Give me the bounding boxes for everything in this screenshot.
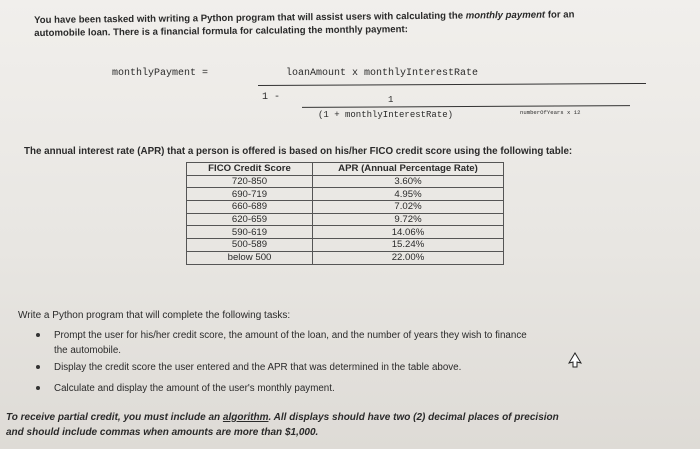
fraction-bar-inner	[302, 105, 630, 108]
formula-inner-numerator: 1	[388, 95, 394, 105]
credit-note	[6, 410, 696, 440]
table-row	[187, 226, 504, 239]
table-cell: 3.60%	[313, 175, 504, 188]
bullet-icon	[36, 333, 40, 337]
table-row	[187, 175, 504, 188]
table-row	[187, 213, 504, 226]
task-text: Calculate and display the amount of the user's monthly payment.	[54, 383, 335, 394]
formula-one-minus: 1 -	[262, 92, 281, 103]
credit-text-3: and should include commas when amounts are more than $1,000.	[6, 427, 319, 438]
header-apr: APR (Annual Percentage Rate)	[313, 163, 504, 176]
formula-lhs: monthlyPayment =	[112, 68, 209, 79]
table-cell: 660-689	[187, 201, 313, 214]
formula-exponent: numberOfYears x 12	[520, 109, 581, 116]
bullet-icon	[36, 365, 40, 369]
intro-paragraph	[34, 7, 684, 40]
intro-text-2: for an	[547, 9, 575, 21]
table-cell: 15.24%	[313, 239, 504, 252]
table-row	[187, 188, 504, 201]
table-header-row	[187, 163, 504, 176]
table-cell: 620-659	[187, 213, 313, 226]
table-cell: 500-589	[187, 239, 313, 252]
table-cell: 7.02%	[313, 201, 504, 214]
intro-emphasis: monthly payment	[465, 9, 546, 22]
table-cell: 9.72%	[313, 213, 504, 226]
task-text: Prompt the user for his/her credit score, the amount of the loan, and the number of years they wish to finance	[54, 330, 527, 341]
table-cell: 590-619	[187, 226, 313, 239]
table-cell: 4.95%	[313, 188, 504, 201]
list-item	[36, 383, 335, 394]
formula-numerator: loanAmount x monthlyInterestRate	[286, 68, 479, 79]
credit-underlined: algorithm	[222, 412, 269, 423]
task-text: the automobile.	[54, 345, 121, 356]
intro-text-3: automobile loan. There is a financial formula for calculating the monthly payment:	[34, 24, 408, 39]
fraction-bar-outer	[258, 83, 646, 86]
bullet-icon	[36, 386, 40, 390]
header-fico: FICO Credit Score	[187, 163, 313, 176]
tasks-heading: Write a Python program that will complete the following tasks:	[18, 310, 291, 321]
table-cell: 14.06%	[313, 226, 504, 239]
mouse-pointer-icon	[568, 352, 582, 368]
table-cell: 22.00%	[313, 251, 504, 264]
credit-text-1: To receive partial credit, you must include an	[6, 412, 221, 423]
intro-text-1: You have been tasked with writing a Python program that will assist users with calculating the	[34, 10, 464, 26]
table-row	[187, 251, 504, 264]
table-cell: 690-719	[187, 188, 313, 201]
table-row	[187, 201, 504, 214]
task-text: Display the credit score the user entered and the APR that was determined in the table above.	[54, 362, 462, 373]
fico-apr-table	[186, 162, 504, 265]
list-item	[36, 362, 461, 373]
credit-text-2: . All displays should have two (2) decimal places of precision	[268, 412, 559, 423]
list-item-continuation	[54, 345, 121, 356]
table-row	[187, 239, 504, 252]
list-item	[36, 330, 527, 341]
table-cell: below 500	[187, 251, 313, 264]
table-cell: 720-850	[187, 175, 313, 188]
formula-inner-denominator: (1 + monthlyInterestRate)	[318, 110, 454, 120]
apr-intro: The annual interest rate (APR) that a person is offered is based on his/her FICO credit score using the following table:	[24, 146, 573, 157]
